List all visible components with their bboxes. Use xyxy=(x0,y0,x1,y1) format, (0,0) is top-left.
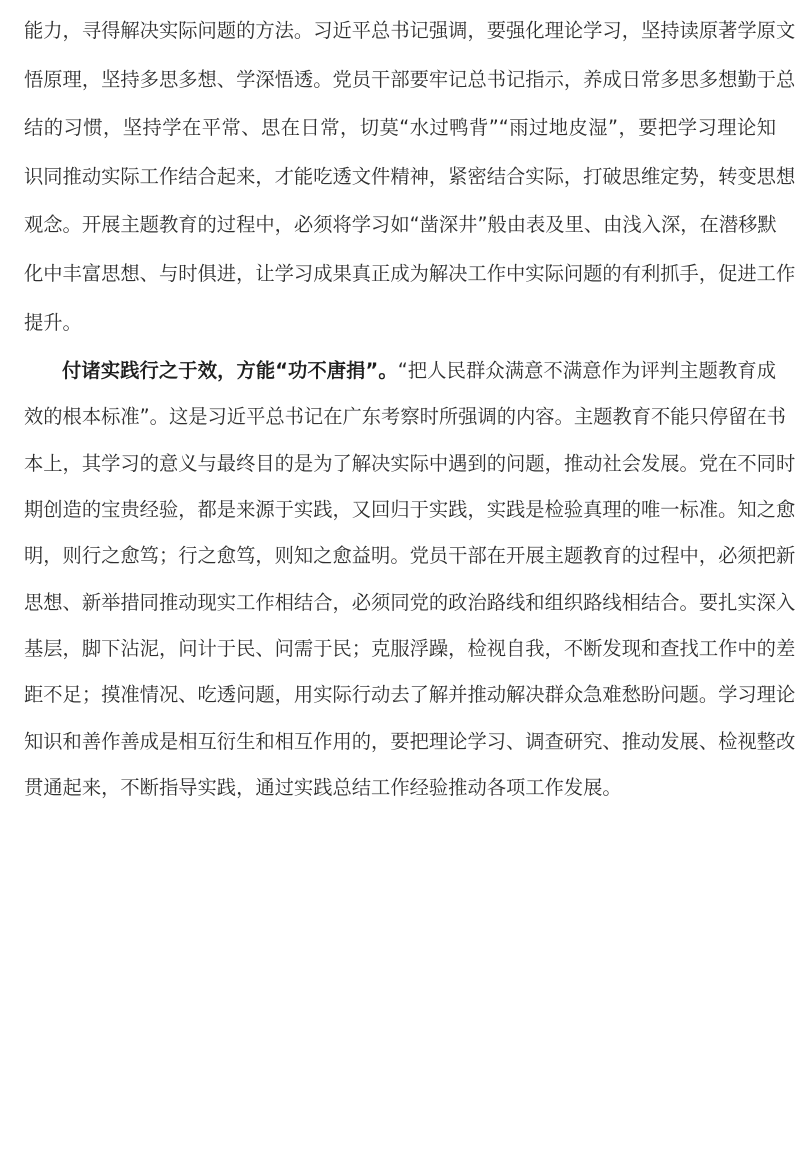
text-line xyxy=(24,359,776,383)
document-body xyxy=(24,19,796,822)
text-line: 知识和善作善成是相互衍生和相互作用的，要把理论学习、调查研究、推动发展、检视整改 xyxy=(24,729,796,753)
text-line: 提升。 xyxy=(24,310,82,334)
text-line: 本上，其学习的意义与最终目的是为了解决实际中遇到的问题，推动社会发展。党在不同时 xyxy=(24,451,796,475)
text-line: 效的根本标准”。这是习近平总书记在广东考察时所强调的内容。主题教育不能只停留在书 xyxy=(24,405,786,429)
text-segment: “把人民群众满意不满意作为评判主题教育成 xyxy=(397,359,776,383)
text-line: 悟原理，坚持多思多想、学深悟透。党员干部要牢记总书记指示，养成日常多思多想勤于总 xyxy=(24,67,796,91)
paragraph-2 xyxy=(24,359,796,800)
text-line: 贯通起来，不断指导实践，通过实践总结工作经验推动各项工作发展。 xyxy=(24,775,622,799)
text-line: 距不足；摸准情况、吃透问题，用实际行动去了解并推动解决群众急难愁盼问题。学习理论 xyxy=(24,683,796,707)
text-line: 期创造的宝贵经验，都是来源于实践，又回归于实践，实践是检验真理的唯一标准。知之愈 xyxy=(24,498,796,522)
paragraph-heading: 付诸实践行之于效，方能“功不唐捐”。 xyxy=(62,359,398,383)
text-line: 基层，脚下沾泥，问计于民、问需于民；克服浮躁，检视自我，不断发现和查找工作中的差 xyxy=(24,636,796,660)
text-line: 能力，寻得解决实际问题的方法。习近平总书记强调，要强化理论学习，坚持读原著学原文 xyxy=(24,19,796,42)
text-line: 识同推动实际工作结合起来，才能吃透文件精神，紧密结合实际，打破思维定势，转变思想 xyxy=(24,164,796,188)
paragraph-1 xyxy=(24,19,796,335)
text-line: 结的习惯，坚持学在平常、思在日常，切莫“水过鸭背”“雨过地皮湿”，要把学习理论知 xyxy=(24,116,776,140)
text-line: 明，则行之愈笃；行之愈笃，则知之愈益明。党员干部在开展主题教育的过程中，必须把新 xyxy=(24,544,796,568)
text-line: 化中丰富思想、与时俱进，让学习成果真正成为解决工作中实际问题的有利抓手，促进工作 xyxy=(24,261,796,285)
text-line: 思想、新举措同推动现实工作相结合，必须同党的政治路线和组织路线相结合。要扎实深入 xyxy=(24,590,796,614)
text-line: 观念。开展主题教育的过程中，必须将学习如“凿深井”般由表及里、由浅入深，在潜移默 xyxy=(24,213,777,237)
